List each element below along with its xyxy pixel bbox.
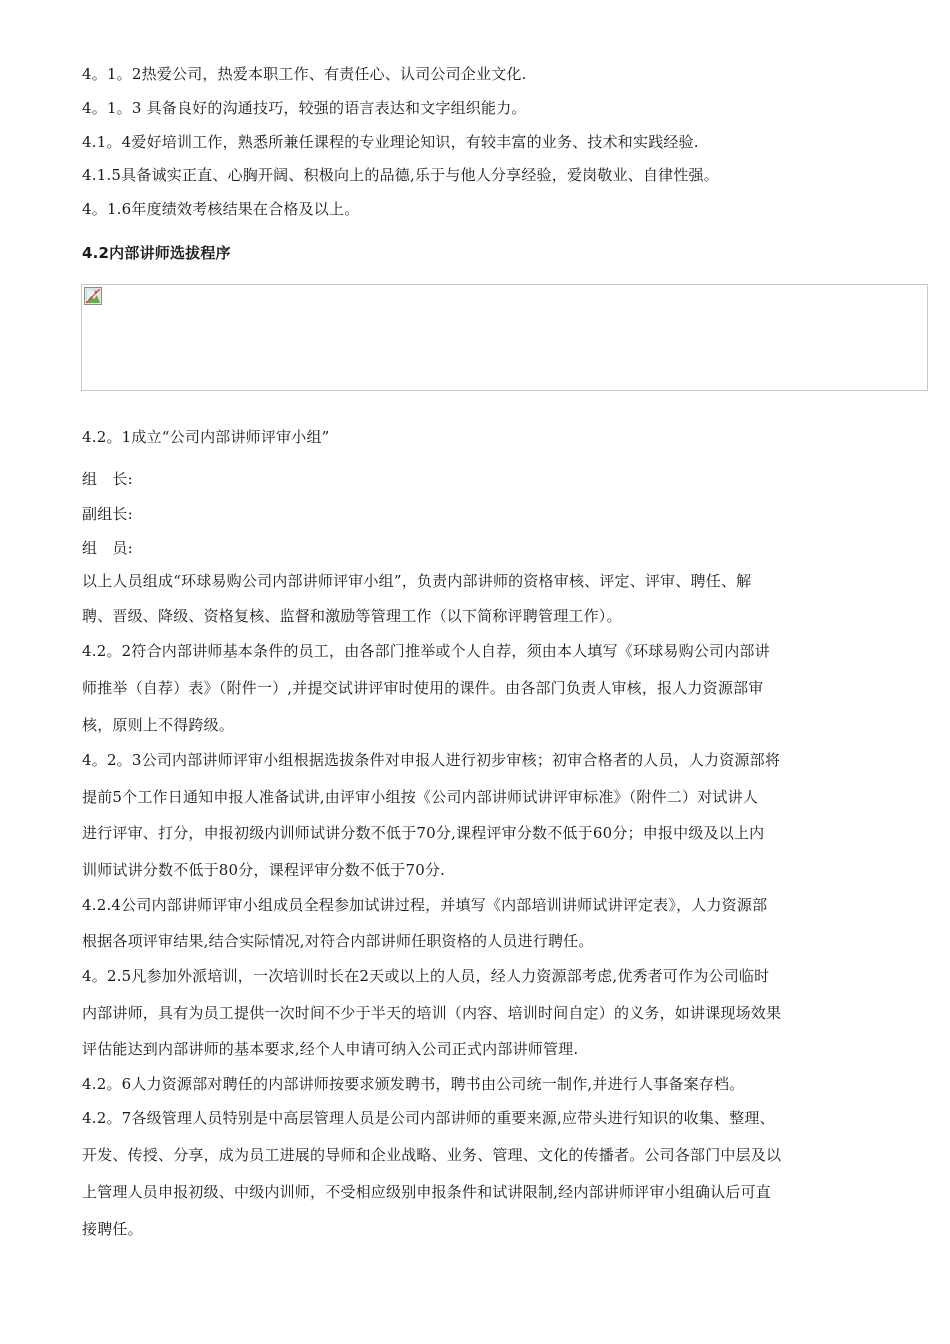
broken-image-icon (84, 287, 102, 305)
qualification-line-4-1-5: 4.1.5具备诚实正直、心胸开阔、积极向上的品德,乐于与他人分享经验，爱岗敬业、自律性强。 (82, 166, 719, 184)
paragraph-line: 以上人员组成“环球易购公司内部讲师评审小组”，负责内部讲师的资格审核、评定、评审、聘任、解 (82, 572, 752, 590)
deputy-leader-label: 副组长: (82, 505, 133, 523)
paragraph-line: 内部讲师，具有为员工提供一次时间不少于半天的培训（内容、培训时间自定）的义务，如讲课现场效果 (82, 1004, 782, 1022)
paragraph-line: 训师试讲分数不低于80分，课程评审分数不低于70分. (82, 861, 446, 879)
paragraph-4-2-4: 4.2.4公司内部讲师评审小组成员全程参加试讲过程，并填写《内部培训讲师试讲评定表》，人力资源部 (82, 896, 768, 914)
qualification-line-4-1-2: 4。1。2热爱公司，热爱本职工作、有责任心、认司公司企业文化. (82, 65, 527, 83)
section-heading: 4.2内部讲师选拔程序 (82, 244, 231, 262)
image-placeholder (81, 284, 928, 391)
paragraph-4-2-1: 4.2。1成立“公司内部讲师评审小组” (82, 428, 330, 446)
paragraph-line: 聘、晋级、降级、资格复核、监督和激励等管理工作（以下简称评聘管理工作）。 (82, 607, 622, 625)
paragraph-line: 接聘任。 (82, 1220, 143, 1238)
paragraph-line: 核，原则上不得跨级。 (82, 716, 235, 734)
paragraph-line: 评估能达到内部讲师的基本要求,经个人申请可纳入公司正式内部讲师管理. (82, 1040, 579, 1058)
paragraph-line: 师推举（自荐）表》（附件一）,并提交试讲评审时使用的课件。由各部门负责人审核，报人力资源部审 (82, 679, 764, 697)
paragraph-line: 进行评审、打分，申报初级内训师试讲分数不低于70分,课程评审分数不低于60分；申报中级及以上内 (82, 824, 765, 842)
paragraph-line: 提前5个工作日通知申报人准备试讲,由评审小组按《公司内部讲师试讲评审标准》（附件二）对试讲人 (82, 788, 759, 806)
paragraph-line: 根据各项评审结果,结合实际情况,对符合内部讲师任职资格的人员进行聘任。 (82, 932, 594, 950)
qualification-line-4-1-4: 4.1。4爱好培训工作，熟悉所兼任课程的专业理论知识，有较丰富的业务、技术和实践经验. (82, 133, 699, 151)
paragraph-4-2-6: 4.2。6人力资源部对聘任的内部讲师按要求颁发聘书，聘书由公司统一制作,并进行人事备案存档。 (82, 1075, 745, 1093)
team-member-label: 组 员: (82, 539, 133, 557)
paragraph-line: 开发、传授、分享，成为员工进展的导师和企业战略、业务、管理、文化的传播者。公司各部门中层及以 (82, 1146, 782, 1164)
qualification-line-4-1-6: 4。1.6年度绩效考核结果在合格及以上。 (82, 200, 360, 218)
paragraph-4-2-2: 4.2。2符合内部讲师基本条件的员工，由各部门推举或个人自荐，须由本人填写《环球易购公司内部讲 (82, 642, 770, 660)
paragraph-line: 上管理人员申报初级、中级内训师，不受相应级别申报条件和试讲限制,经内部讲师评审小组确认后可直 (82, 1183, 771, 1201)
paragraph-4-2-7: 4.2。7各级管理人员特别是中高层管理人员是公司内部讲师的重要来源,应带头进行知识的收集、整理、 (82, 1109, 775, 1127)
paragraph-4-2-5: 4。2.5凡参加外派培训，一次培训时长在2天或以上的人员，经人力资源部考虑,优秀者可作为公司临时 (82, 967, 770, 985)
team-leader-label: 组 长: (82, 470, 133, 488)
qualification-line-4-1-3: 4。1。3 具备良好的沟通技巧，较强的语言表达和文字组织能力。 (82, 99, 527, 117)
paragraph-4-2-3: 4。2。3公司内部讲师评审小组根据选拔条件对申报人进行初步审核；初审合格者的人员，人力资源部将 (82, 751, 781, 769)
